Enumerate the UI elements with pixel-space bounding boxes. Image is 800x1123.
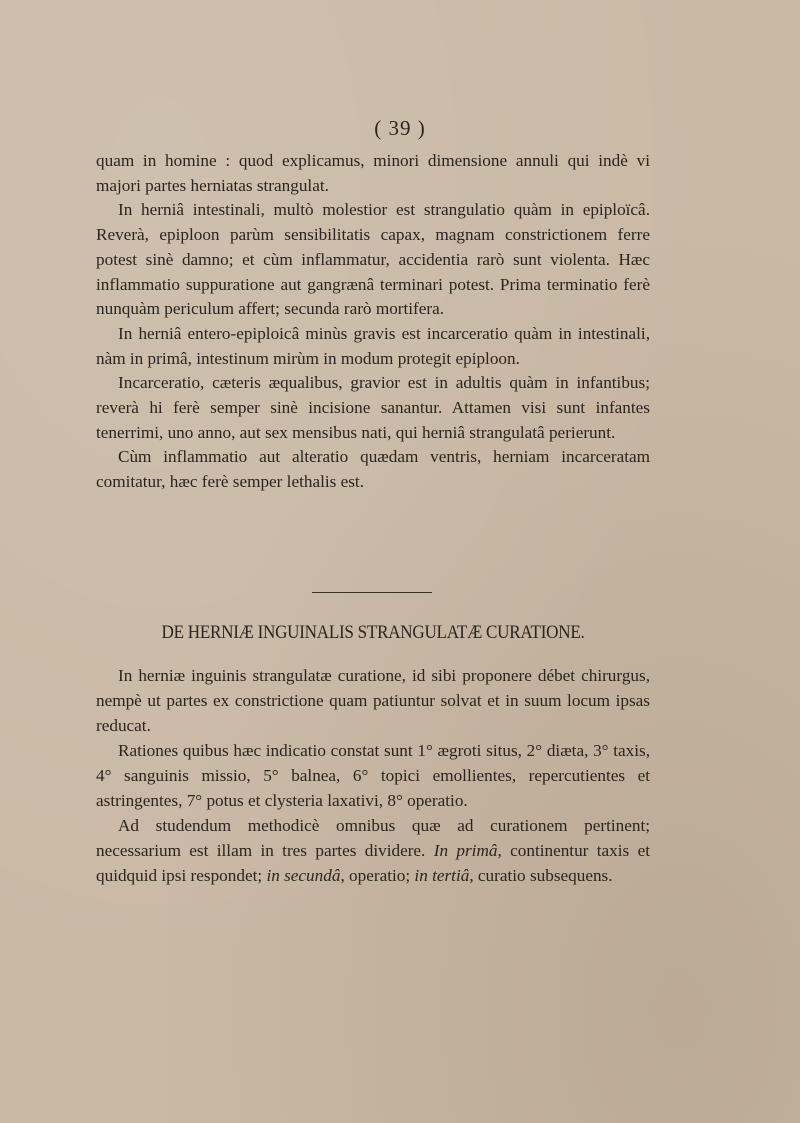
paragraph: In herniæ inguinis strangulatæ curatione, id sibi proponere débet chirurgus, nempè ut partes ex constrictione quam patiuntur solvat et in suum locum ipsas reducat. — [96, 666, 650, 735]
paragraph-text: , curatio subsequens. — [469, 866, 613, 885]
italic-term: in secundâ — [266, 866, 341, 885]
paragraph-text: , operatio; — [340, 866, 411, 885]
paragraph: In herniâ intestinali, multò molestior est strangulatio quàm in epiploïcâ. Reverà, epiploon parùm sensibilitatis capax, magnam constrictionem ferre potest sinè damno; et cùm inflammatur, accidentia rarò sunt violenta. Hæc inflammatio suppuratione aut gangrænâ terminari potest. Prima terminatio ferè nunquàm periculum affert; secunda rarò mortifera. — [96, 200, 650, 319]
paragraph: quam in homine : quod explicamus, minori dimensione annuli qui indè vi majori partes herniatas strangulat. — [96, 151, 650, 195]
paragraph: In herniâ entero-epiploicâ minùs gravis est incarceratio quàm in intestinali, nàm in primâ, intestinum mirùm in modum protegit epiploon. — [96, 323, 650, 368]
section-heading: DE HERNIÆ INGUINALIS STRANGULATÆ CURATIONE. — [161, 622, 585, 643]
section-text-curation — [96, 663, 650, 888]
paragraph — [96, 813, 650, 888]
paragraph: Incarceratio, cæteris æqualibus, gravior est in adultis quàm in infantibus; reverà hi ferè semper sinè incisione sanantur. Attamen visi sunt infantes tenerrimi, uno anno, aut sex mensibus nati, qui herniâ strangulatâ perierunt. — [96, 373, 650, 442]
paragraph-text: Ad studendum methodicè omnibus quæ ad curationem pertinent; necessarium est illam in tres partes dividere. — [96, 816, 650, 860]
italic-term: In primâ — [433, 841, 498, 860]
paragraph: Cùm inflammatio aut alteratio quædam ventris, herniam incarceratam comitatur, hæc ferè semper lethalis est. — [96, 447, 650, 492]
paragraph-text: , continentur taxis et quidquid ipsi respondet; — [96, 841, 650, 885]
italic-term: in tertiâ — [414, 866, 470, 885]
section-text — [96, 149, 650, 495]
paragraph: Rationes quibus hæc indicatio constat sunt 1° ægroti situs, 2° diæta, 3° taxis, 4° sanguinis missio, 5° balnea, 6° topici emollientes, repercutientes et astringentes, 7° potus et clysteria laxativi, 8° operatio. — [96, 741, 650, 810]
section-divider — [312, 592, 432, 593]
page-number: ( 39 ) — [374, 116, 426, 140]
